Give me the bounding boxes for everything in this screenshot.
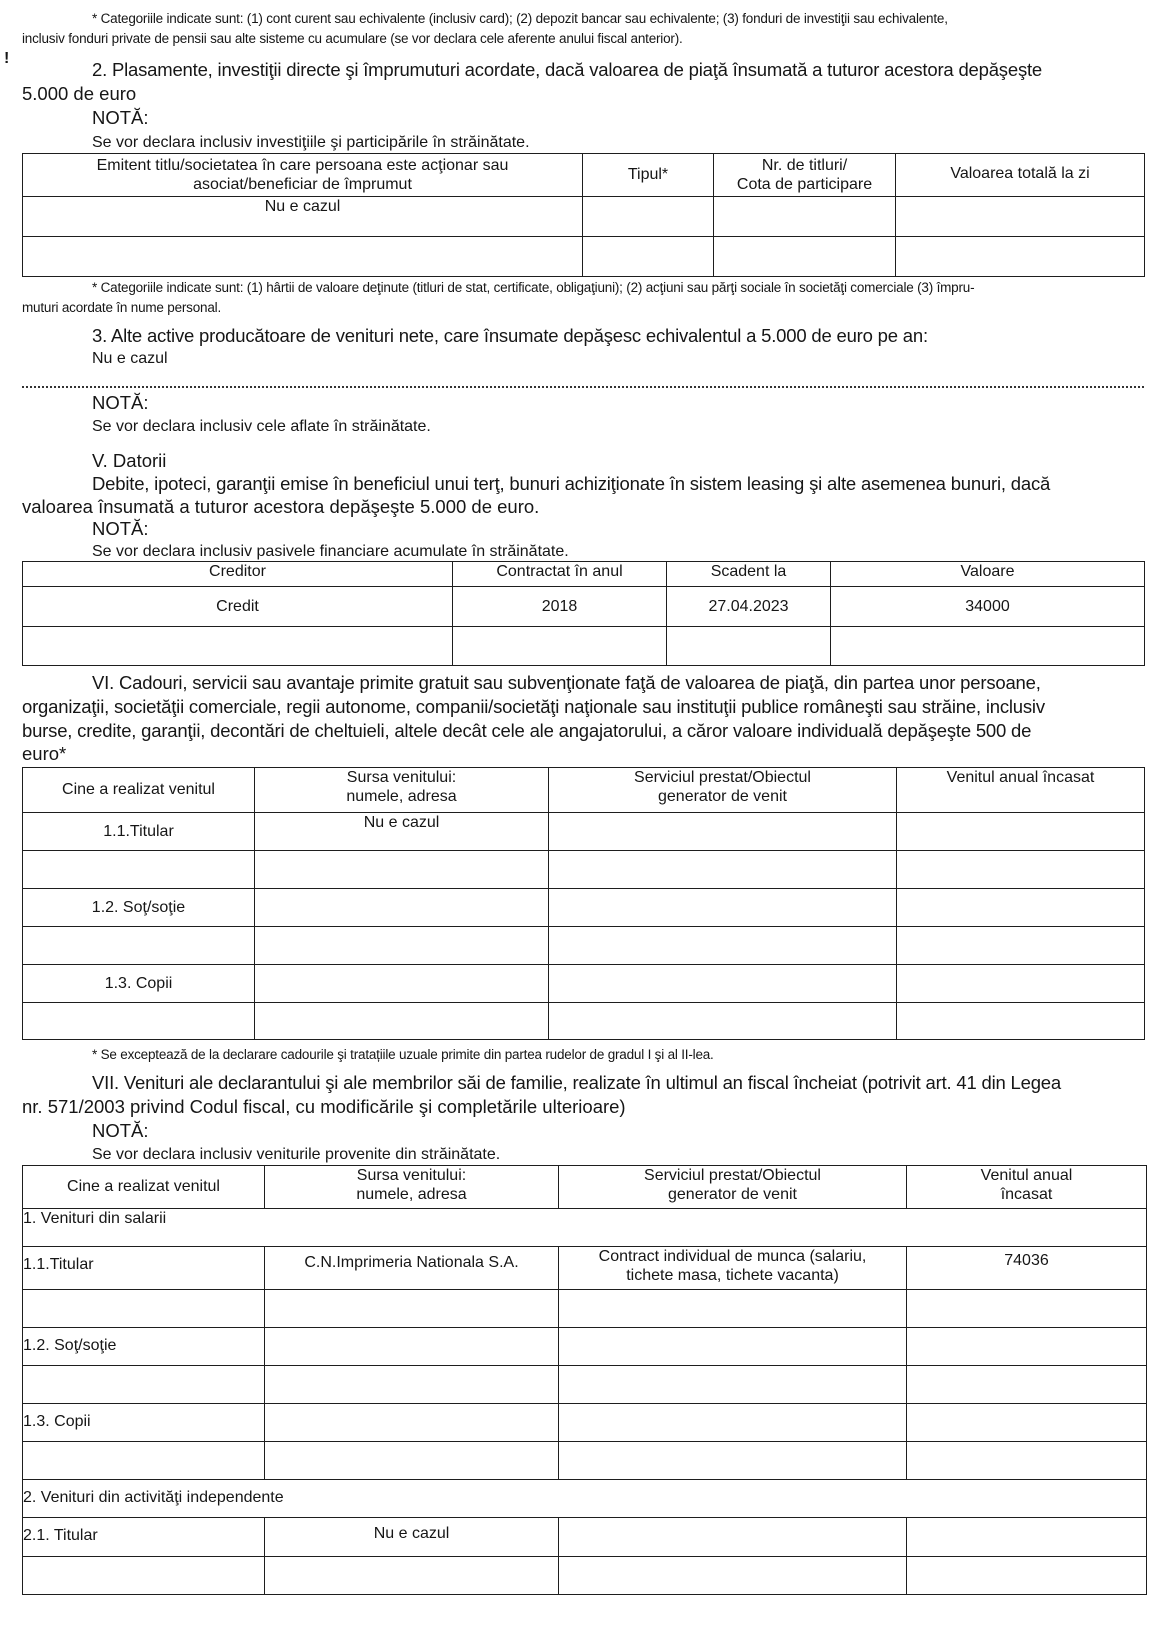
table-cell [907, 1290, 1147, 1328]
header-text: numele, adresa [356, 1186, 467, 1204]
table-cell [559, 1442, 907, 1480]
note-label: NOTĂ: [92, 392, 149, 413]
table-cell [255, 1003, 549, 1040]
table-cell [549, 927, 897, 965]
header-text: Cota de participare [736, 176, 873, 193]
group-label-salaries: 1. Venituri din salarii [23, 1209, 1147, 1247]
column-header-income [907, 1166, 1147, 1209]
column-header-type: Tipul* [583, 154, 714, 197]
gifts-table [22, 767, 1145, 1040]
column-header-source [255, 768, 549, 813]
section-vi-text-cont: organizaţii, societăţii comerciale, regii autonome, companii/societăţi naţionale sau instituţii publice româneşti sau străine, inclusiv [22, 696, 1045, 717]
table-cell [265, 1290, 559, 1328]
table-cell [23, 1003, 255, 1040]
header-text: Sursa venitului: [346, 769, 457, 786]
note-text: Se vor declara inclusiv pasivele financiare acumulate în străinătate. [92, 543, 569, 560]
table-cell [907, 1366, 1147, 1404]
table-cell [714, 237, 896, 277]
table-cell [23, 1366, 265, 1404]
note-text: Se vor declara inclusiv investiţiile şi participările în străinătate. [92, 134, 530, 151]
column-header-income: Venitul anual încasat [897, 768, 1145, 813]
table-cell [549, 889, 897, 927]
table-cell [559, 1247, 907, 1290]
header-text: generator de venit [658, 788, 787, 806]
column-header-issuer [23, 154, 583, 197]
debts-table [22, 561, 1145, 666]
group-label-independent: 2. Venituri din activităţi independente [23, 1480, 1147, 1518]
section-iv2-heading: 2. Plasamente, investiţii directe şi împrumuturi acordate, dacă valoarea de piaţă însumată a tuturor acestora depăşeşte [92, 59, 1043, 80]
investments-table [22, 153, 1145, 277]
column-header-source [265, 1166, 559, 1209]
section-vii-text: VII. Venituri ale declarantului şi ale membrilor săi de familie, realizate în ultimul an fiscal încheiat (potrivit art. 41 din Legea [92, 1072, 1061, 1093]
section-iv3-value: Nu e cazul [92, 350, 168, 367]
table-cell [896, 197, 1145, 237]
categories-note-line-2: inclusiv fonduri private de pensii sau alte sisteme cu acumulare (se vor declara cele aferente anului fiscal anterior). [22, 31, 683, 46]
table-cell [667, 627, 831, 666]
column-header-amount: Valoare [831, 562, 1145, 587]
table-cell [559, 1557, 907, 1595]
header-text: Serviciul prestat/Obiectul [634, 769, 811, 786]
note-label: NOTĂ: [92, 107, 149, 128]
categories-note-b-line-2: muturi acordate în nume personal. [22, 300, 222, 315]
table-cell [897, 889, 1145, 927]
table-cell [897, 851, 1145, 889]
table-cell [255, 927, 549, 965]
table-cell: C.N.Imprimeria Nationala S.A. [265, 1247, 559, 1290]
table-cell: Credit [23, 587, 453, 627]
dotted-line [22, 386, 1144, 388]
table-cell [583, 197, 714, 237]
income-table [22, 1165, 1147, 1595]
table-cell [23, 851, 255, 889]
table-cell [549, 965, 897, 1003]
table-cell [23, 927, 255, 965]
section-v-text-cont: valoarea însumată a tuturor acestora depăşeşte 5.000 de euro. [22, 496, 540, 517]
row-label-titular: 1.1.Titular [23, 813, 255, 851]
note-label: NOTĂ: [92, 518, 149, 539]
table-cell [559, 1328, 907, 1366]
column-header-due: Scadent la [667, 562, 831, 587]
section-v-text: Debite, ipoteci, garanţii emise în beneficiul unui terţ, bunuri achiziţionate în sistem leasing şi alte asemenea bunuri, dacă [92, 473, 1051, 494]
header-text: numele, adresa [346, 788, 457, 806]
section-iv2-heading-cont: 5.000 de euro [22, 83, 137, 104]
table-cell [453, 627, 667, 666]
header-text: asociat/beneficiar de împrumut [193, 176, 412, 193]
section-vi-text-cont: euro* [22, 743, 67, 764]
table-cell [897, 813, 1145, 851]
categories-note-line-1: * Categoriile indicate sunt: (1) cont curent sau echivalente (inclusiv card); (2) depozit bancar sau echivalente; (3) fonduri de investiţii sau echivalente, [92, 11, 948, 26]
table-cell [23, 627, 453, 666]
table-cell [907, 1404, 1147, 1442]
table-row [23, 587, 1145, 627]
section-v-title: V. Datorii [92, 450, 167, 471]
table-cell [265, 1328, 559, 1366]
section-vi-text-cont: burse, credite, garanţii, decontări de cheltuieli, altele decât cele ale angajatorului, a căror valoare individuală depăşeşte 500 de [22, 720, 1032, 741]
table-cell [265, 1366, 559, 1404]
column-header-service [549, 768, 897, 813]
cell-text: Contract individual de munca (salariu, [598, 1248, 867, 1265]
note-text: Se vor declara inclusiv cele aflate în străinătate. [92, 418, 431, 435]
header-text: încasat [1000, 1186, 1053, 1204]
column-header-who: Cine a realizat venitul [23, 1166, 265, 1209]
table-cell: Nu e cazul [265, 1518, 559, 1557]
row-label-children: 1.3. Copii [23, 965, 255, 1003]
table-cell [897, 965, 1145, 1003]
row-label-children: 1.3. Copii [23, 1404, 265, 1442]
table-cell: 27.04.2023 [667, 587, 831, 627]
table-cell [23, 237, 583, 277]
column-header-year: Contractat în anul [453, 562, 667, 587]
table-cell [265, 1442, 559, 1480]
header-text: Serviciul prestat/Obiectul [644, 1167, 821, 1184]
column-header-count [714, 154, 896, 197]
table-cell [255, 889, 549, 927]
table-cell [897, 927, 1145, 965]
column-header-value: Valoarea totală la zi [896, 154, 1145, 197]
header-text: Venitul anual [980, 1167, 1073, 1184]
column-header-creditor: Creditor [23, 562, 453, 587]
header-text: Emitent titlu/societatea în care persoana este acţionar sau [96, 156, 509, 174]
table-cell [831, 627, 1145, 666]
table-cell [23, 1442, 265, 1480]
categories-note-b-line-1: * Categoriile indicate sunt: (1) hârtii de valoare deţinute (titluri de stat, certificate, obligaţiuni); (2) acţiuni sau părţi sociale în societăţi comerciale (3) împru- [92, 280, 975, 295]
table-cell: Nu e cazul [23, 197, 583, 237]
margin-mark: ! [4, 50, 10, 67]
table-cell [23, 1557, 265, 1595]
table-cell [559, 1366, 907, 1404]
table-cell [549, 1003, 897, 1040]
row-label-spouse: 1.2. Soţ/soţie [23, 889, 255, 927]
row-label-ind-titular: 2.1. Titular [23, 1518, 265, 1557]
header-text: Sursa venitului: [356, 1167, 467, 1184]
table-cell [255, 851, 549, 889]
row-label-titular: 1.1.Titular [23, 1247, 265, 1290]
note-label: NOTĂ: [92, 1120, 149, 1141]
table-cell [907, 1328, 1147, 1366]
table-cell [897, 1003, 1145, 1040]
table-cell [255, 965, 549, 1003]
section-iv3-heading: 3. Alte active producătoare de venituri nete, care însumate depăşesc echivalentul a 5.000 de euro pe an: [92, 325, 928, 346]
table-cell [265, 1557, 559, 1595]
table-cell [559, 1518, 907, 1557]
section-vi-text: VI. Cadouri, servicii sau avantaje primite gratuit sau subvenţionate faţă de valoarea de piaţă, din partea unor persoane, [92, 672, 1041, 693]
section-vii-text-cont: nr. 571/2003 privind Codul fiscal, cu modificările şi completările ulterioare) [22, 1096, 626, 1117]
table-cell: 74036 [907, 1247, 1147, 1290]
row-label-spouse: 1.2. Soţ/soţie [23, 1328, 265, 1366]
header-text: generator de venit [668, 1186, 797, 1204]
table-cell [714, 197, 896, 237]
table-cell: Nu e cazul [255, 813, 549, 851]
table-cell [23, 1290, 265, 1328]
gifts-footnote: * Se exceptează de la declarare cadourile şi tratațiile uzuale primite din partea rudelor de gradul I şi al II-lea. [92, 1047, 714, 1062]
cell-text: tichete masa, tichete vacanta) [626, 1267, 839, 1285]
table-cell [907, 1518, 1147, 1557]
column-header-service [559, 1166, 907, 1209]
table-cell: 34000 [831, 587, 1145, 627]
table-cell [549, 851, 897, 889]
column-header-who: Cine a realizat venitul [23, 768, 255, 813]
table-cell [559, 1404, 907, 1442]
table-cell [265, 1404, 559, 1442]
table-cell [583, 237, 714, 277]
table-cell [907, 1557, 1147, 1595]
header-text: Nr. de titluri/ [761, 156, 848, 174]
table-cell: 2018 [453, 587, 667, 627]
table-cell [559, 1290, 907, 1328]
table-cell [896, 237, 1145, 277]
table-cell [907, 1442, 1147, 1480]
table-cell [549, 813, 897, 851]
note-text: Se vor declara inclusiv veniturile provenite din străinătate. [92, 1146, 501, 1163]
